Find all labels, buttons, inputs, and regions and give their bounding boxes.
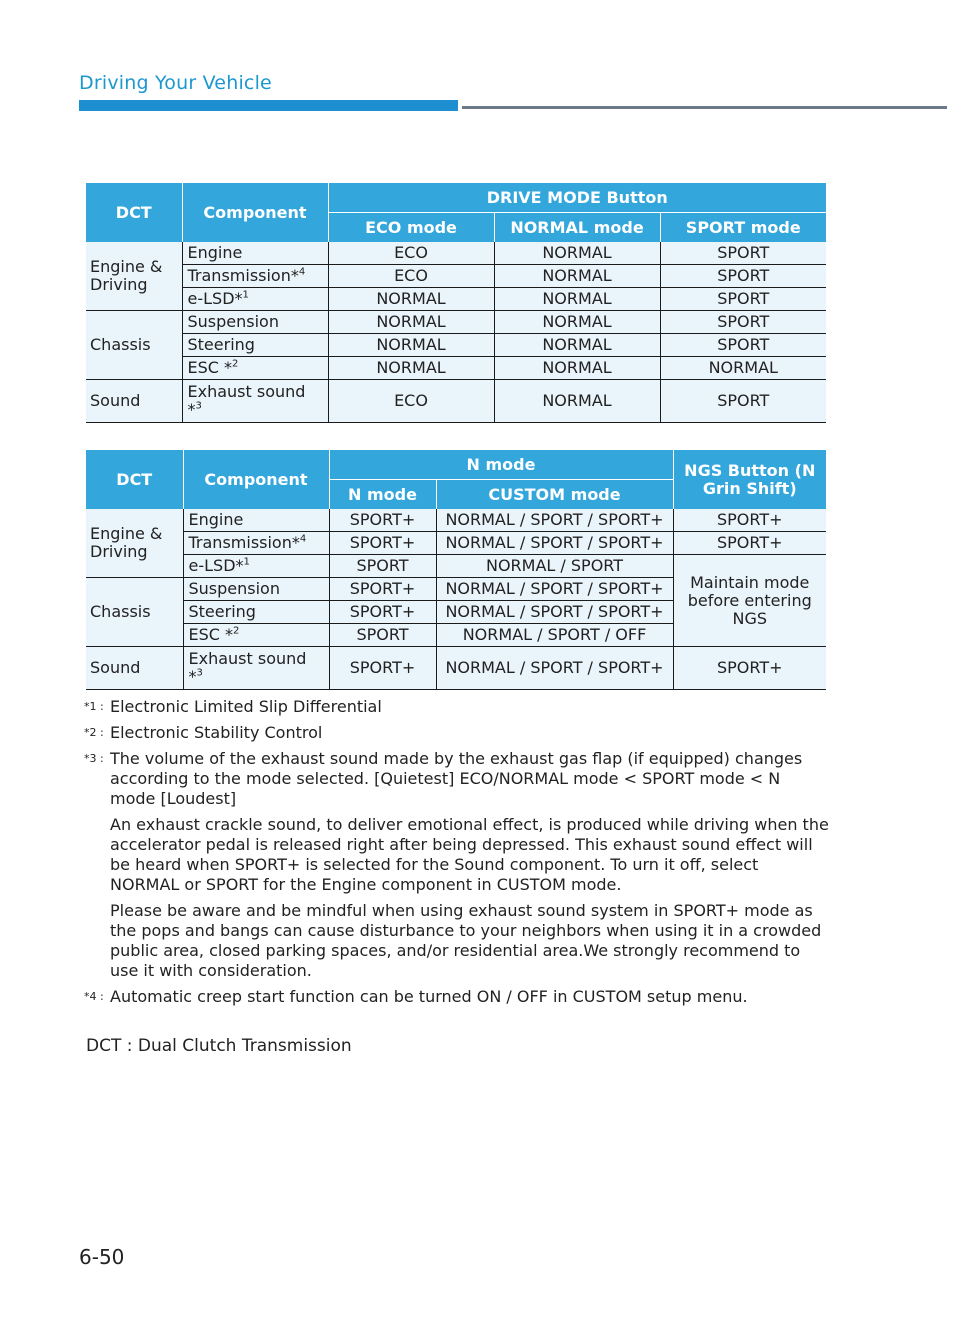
footnote-1	[84, 697, 829, 717]
component-label: ESC *$^2$	[183, 624, 329, 647]
component-label: Engine	[183, 509, 329, 532]
footnote-2	[84, 723, 829, 743]
header-rule-blue	[79, 100, 458, 111]
footnote-text: Electronic Limited Slip Differential	[110, 697, 382, 716]
component-label: Suspension	[182, 311, 328, 334]
drive-mode-table	[86, 183, 826, 423]
cell-value: NORMAL / SPORT / SPORT+	[436, 601, 673, 624]
footnote-mark: *1 :	[84, 700, 104, 713]
footnote-text: Electronic Stability Control	[110, 723, 323, 742]
cell-value: NORMAL	[494, 357, 660, 380]
header-dct: DCT	[86, 450, 183, 509]
cell-maintain-mode: Maintain mode before entering NGS	[673, 555, 826, 647]
component-label: Steering	[182, 334, 328, 357]
cell-value: SPORT+	[329, 509, 436, 532]
footnote-text: Please be aware and be mindful when using exhaust sound system in SPORT+ mode as the pops and bangs can cause disturbance to your neighbors when using it in a crowded public area, closed parking spaces, and/or residential area.We strongly recommend to use it with consideration.	[110, 901, 822, 980]
page-header-title: Driving Your Vehicle	[79, 72, 272, 94]
cell-value: NORMAL	[494, 242, 660, 265]
cell-value: NORMAL	[494, 380, 660, 423]
cell-value: NORMAL / SPORT / SPORT+	[436, 509, 673, 532]
table-row	[86, 334, 826, 357]
component-label: Transmission*$^4$	[182, 265, 328, 288]
cell-value: SPORT	[660, 311, 826, 334]
table-row	[86, 311, 826, 334]
group-engine-driving: Engine & Driving	[86, 509, 183, 578]
cell-value: NORMAL	[328, 311, 494, 334]
n-mode-table	[86, 450, 826, 690]
cell-value: SPORT	[329, 555, 436, 578]
table-row	[86, 380, 826, 423]
cell-value: NORMAL / SPORT / SPORT+	[436, 647, 673, 690]
footnote-text: Automatic creep start function can be turned ON / OFF in CUSTOM setup menu.	[110, 987, 748, 1006]
cell-value: ECO	[328, 265, 494, 288]
component-label: e-LSD*$^1$	[183, 555, 329, 578]
cell-value: NORMAL	[494, 334, 660, 357]
cell-value: SPORT+	[673, 532, 826, 555]
cell-value: SPORT	[660, 242, 826, 265]
footnote-mark: *4 :	[84, 990, 104, 1003]
table-row	[86, 242, 826, 265]
cell-value: NORMAL / SPORT / SPORT+	[436, 578, 673, 601]
page-number: 6-50	[79, 1245, 125, 1269]
cell-value: SPORT	[660, 334, 826, 357]
footnote-4	[84, 987, 829, 1007]
table-row	[86, 647, 826, 690]
cell-value: SPORT+	[673, 647, 826, 690]
cell-value: NORMAL	[328, 288, 494, 311]
cell-value: NORMAL	[328, 357, 494, 380]
cell-value: SPORT	[660, 265, 826, 288]
component-label: Steering	[183, 601, 329, 624]
component-label: Exhaust sound *$^3$	[183, 647, 329, 690]
group-chassis: Chassis	[86, 311, 182, 380]
cell-value: NORMAL	[660, 357, 826, 380]
table-row	[86, 357, 826, 380]
header-sport-mode: SPORT mode	[660, 213, 826, 243]
header-custom-mode: CUSTOM mode	[436, 480, 673, 510]
header-component: Component	[183, 450, 329, 509]
footnote-text: The volume of the exhaust sound made by the exhaust gas flap (if equipped) changes according to the mode selected. [Quietest] ECO/NORMAL mode < SPORT mode < N mode [Loudest]	[110, 749, 803, 808]
header-n-mode-group: N mode	[329, 450, 673, 480]
table-row	[86, 509, 826, 532]
cell-value: NORMAL	[328, 334, 494, 357]
header-dct: DCT	[86, 183, 182, 242]
group-engine-driving: Engine & Driving	[86, 242, 182, 311]
component-label: Exhaust sound *$^3$	[182, 380, 328, 423]
cell-value: SPORT+	[329, 601, 436, 624]
cell-value: SPORT+	[329, 578, 436, 601]
cell-value: NORMAL / SPORT / SPORT+	[436, 532, 673, 555]
table-row	[86, 265, 826, 288]
cell-value: ECO	[328, 242, 494, 265]
cell-value: SPORT+	[329, 647, 436, 690]
cell-value: SPORT+	[673, 509, 826, 532]
cell-value: SPORT	[660, 380, 826, 423]
footnote-mark: *3 :	[84, 752, 104, 765]
cell-value: ECO	[328, 380, 494, 423]
dct-definition: DCT : Dual Clutch Transmission	[86, 1036, 352, 1056]
group-sound: Sound	[86, 647, 183, 690]
cell-value: SPORT	[329, 624, 436, 647]
cell-value: NORMAL	[494, 265, 660, 288]
cell-value: NORMAL	[494, 288, 660, 311]
cell-value: NORMAL / SPORT / OFF	[436, 624, 673, 647]
component-label: Suspension	[183, 578, 329, 601]
cell-value: NORMAL	[494, 311, 660, 334]
footnotes	[84, 697, 829, 1013]
cell-value: SPORT	[660, 288, 826, 311]
header-component: Component	[182, 183, 328, 242]
footnote-3	[84, 749, 829, 981]
group-chassis: Chassis	[86, 578, 183, 647]
header-normal-mode: NORMAL mode	[494, 213, 660, 243]
header-rule-gray	[462, 106, 947, 109]
component-label: e-LSD*$^1$	[182, 288, 328, 311]
cell-value: NORMAL / SPORT	[436, 555, 673, 578]
component-label: Engine	[182, 242, 328, 265]
cell-value: SPORT+	[329, 532, 436, 555]
component-label: ESC *$^2$	[182, 357, 328, 380]
footnote-mark: *2 :	[84, 726, 104, 739]
component-label: Transmission*$^4$	[183, 532, 329, 555]
table-row	[86, 532, 826, 555]
footnote-text: An exhaust crackle sound, to deliver emotional effect, is produced while driving when the accelerator pedal is released right after being depressed. This exhaust sound effect will be heard when SPORT+ is selected for the Sound component. To urn it off, select NORMAL or SPORT for the Engine component in CUSTOM mode.	[110, 815, 829, 894]
header-n-mode: N mode	[329, 480, 436, 510]
header-eco-mode: ECO mode	[328, 213, 494, 243]
table-row	[86, 555, 826, 578]
group-sound: Sound	[86, 380, 182, 423]
header-drive-mode-button: DRIVE MODE Button	[328, 183, 826, 213]
header-ngs-button: NGS Button (N Grin Shift)	[673, 450, 826, 509]
table-row	[86, 288, 826, 311]
